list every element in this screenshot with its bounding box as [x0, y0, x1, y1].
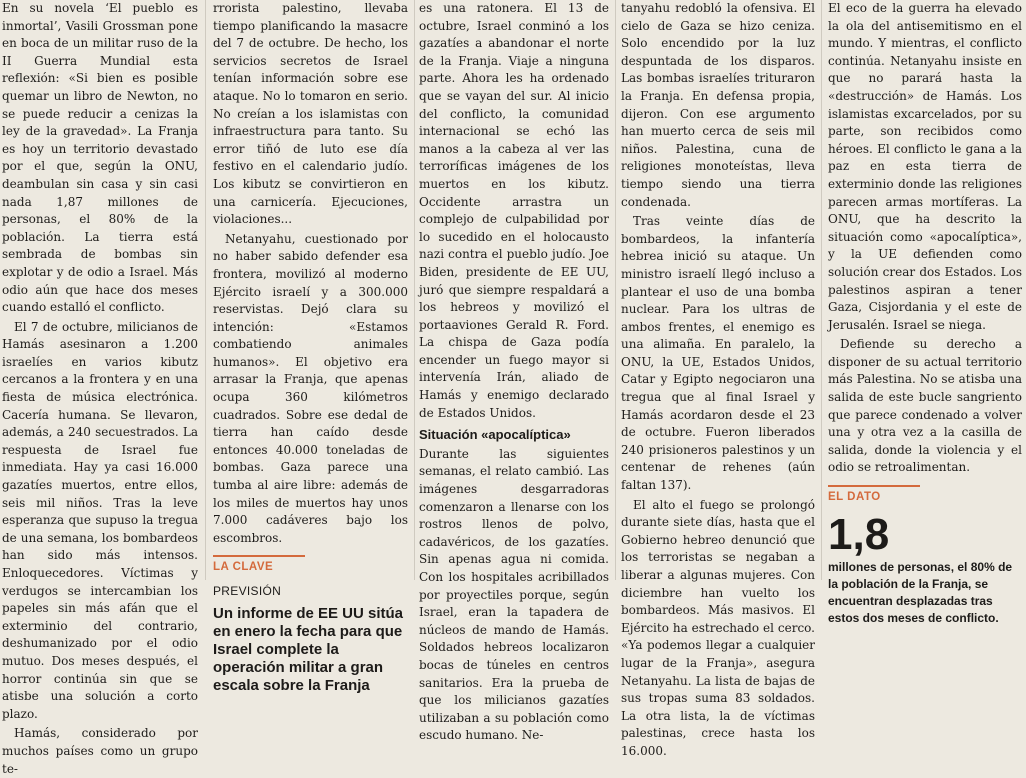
la-clave-box	[213, 555, 408, 694]
clave-label: PREVISIÓN	[213, 584, 282, 598]
column-divider	[615, 0, 616, 580]
paragraph: rrorista palestino, llevaba tiempo planificando la masacre del 7 de octubre. De hecho, los servicios secretos de Israel tenían información sobre ese ataque. No lo tomaron en serio. No creían a los islamistas con infraestructura para tanto. Su error tiñó de luto ese día festivo en el calendario judío. Los kibutz se convirtieron en una carnicería. Ejecuciones, violaciones...	[213, 1, 408, 227]
paragraph: Netanyahu, cuestionado por no haber sabido defender esa frontera, movilizó al moderno Ejército israelí y a 300.000 reservistas. Dejó clara su intención: «Estamos combatiendo animales humanos». El objetivo era arrasar la Franja, que apenas ocupa 360 kilómetros cuadrados. Sobre ese dedal de tierra han caído desde entonces 40.000 toneladas de bombas. Gaza parece una tumba al aire libre: además de los miles de muertos hay unos 7.000 cadáveres bajo los escombros.	[213, 231, 408, 545]
article-column-3	[419, 0, 609, 743]
column-divider	[205, 0, 206, 580]
section-subhead: Situación «apocalíptica»	[419, 427, 571, 443]
paragraph: El eco de la guerra ha elevado la ola del antisemitismo en el mundo. Y mientras, el conflicto continúa. Netanyahu insiste en que no parará hasta la «destrucción» de Hamás. Los islamistas excarcelados, por su parte, son recibidos como héroes. El conflicto le gana a la paz en esta tierra de exterminio donde las religiones parecen armas mortíferas. La ONU, que ha descrito la situación como «apocalíptica», y la UE defienden como solución crear dos Estados. Los palestinos aspiran a tener Gaza, Cisjordania y el este de Jerusalén. Israel se niega.	[828, 1, 1022, 332]
dato-text: millones de personas, el 80% de la población de la Franja, se encuentran desplazadas tras estos dos meses de conflicto.	[828, 559, 1013, 625]
clave-headline: Un informe de EE UU sitúa en enero la fecha para que Israel complete la operación militar a gran escala sobre la Franja	[213, 604, 404, 694]
el-dato-box	[828, 485, 1022, 627]
paragraph: El alto el fuego se prolongó durante siete días, hasta que el Gobierno hebreo denunció que los terroristas se negaban a liberar a algunas mujeres. Con diciembre han vuelto los bombardeos. Más masivos. El Ejército ha estrechado el cerco. «Ya podemos llegar a cualquier lugar de la Franja», asegura Netanyahu. La lista de bajas de sus tropas suma 83 soldados. La otra lista, la de víctimas palestinas, crece hasta los 16.000.	[621, 497, 815, 758]
paragraph: Defiende su derecho a disponer de su actual territorio más Palestina. No se atisba una salida de este bucle sangriento que parece condenado a volver una y otra vez a la casilla de salida, donde la violencia y el odio se retroalimentan.	[828, 337, 1022, 475]
la-clave-kicker: LA CLAVE	[213, 555, 305, 577]
paragraph: El 7 de octubre, milicianos de Hamás asesinaron a 1.200 israelíes en varios kibutz cercanos a la frontera y en una fiesta de música electrónica. Cacería humana. Se llevaron, además, a 240 secuestrados. La respuesta de Israel fue inmediata. Hay ya casi 16.000 gazatíes muertos, entre ellos, seis mil niños. Tras la leve esperanza que supuso la tregua de una semana, los bombardeos han sido más intensos. Enloquecedores. Víctimas y verdugos se intercambian los papeles sin más afán que el exterminio del contrario, deshumanizado por el odio mutuo. Dos meses después, el horror continúa sin que se atisbe una solución a corto plazo.	[2, 319, 198, 721]
paragraph: Tras veinte días de bombardeos, la infantería hebrea inició su ataque. Un ministro israelí llegó incluso a plantear el uso de una bomba nuclear. Para los ultras de ambos frentes, el enemigo es una alimaña. En paralelo, la ONU, la UE, Estados Unidos, Catar y Egipto negociaron una tregua que al final Israel y Hamás acordaron desde el 23 de octubre. Fueron liberados 240 prisioneros palestinos y un centenar de rehenes (aún faltan 137).	[621, 214, 815, 493]
paragraph: Durante las siguientes semanas, el relato cambió. Las imágenes desgarradoras comenzaron a llenarse con los rostros llenos de polvo, cadavéricos, de los gazatíes. Sin apenas agua ni comida. Con los hospitales acribillados por proyectiles porque, según Israel, eran la tapadera de núcleos de mando de Hamás. Soldados hebreos localizaron bocas de túneles en centros sanitarios. Era la prueba de que los milicianos gazatíes utilizaban a su población como escudo humano. Ne-	[419, 446, 609, 743]
paragraph: En su novela ‘El pueblo es inmortal’, Vasili Grossman pone en boca de un militar ruso de la II Guerra Mundial esta reflexión: «Si bien es posible quemar un libro de Newton, no se puede reducir a cenizas la ley de la gravedad». La Franja es hoy un territorio devastado por el que, según la ONU, deambulan sin casa y sin casi nada 1,87 millones de personas, el 80% de la población. La tierra está sembrada de bombas sin explotar y de odio a Israel. Más odio aún que hace dos meses cuando estalló el conflicto.	[2, 1, 198, 315]
dato-number: 1,8	[828, 509, 890, 559]
article-column-4	[621, 0, 815, 758]
paragraph: tanyahu redobló la ofensiva. El cielo de Gaza se hizo ceniza. Solo encendido por la luz despuntada de los disparos. Las bombas israelíes trituraron la Franja. En defensa propia, dijeron. Con ese argumento han muerto cerca de seis mil niños. Palestina, cuna de religiones monoteístas, lleva tiempo siendo una tierra condenada.	[621, 1, 815, 209]
el-dato-kicker: EL DATO	[828, 485, 920, 507]
column-divider	[414, 0, 415, 580]
article-column-5	[828, 0, 1022, 625]
article-column-1	[2, 0, 198, 776]
article-column-2	[213, 0, 408, 694]
paragraph: es una ratonera. El 13 de octubre, Israel conminó a los gazatíes a abandonar el norte de la Franja. Viaje a ninguna parte. Ahora les ha ordenado que se vayan del sur. Al inicio del conflicto, la comunidad internacional se echó las manos a la cabeza al ver las terroríficas imágenes de los muertos en los kibutz. Occidente arrastra un complejo de culpabilidad por lo sucedido en el holocausto nazi contra el pueblo judío. Joe Biden, presidente de EE UU, juró que siempre respaldará a los hebreos y movilizó el portaaviones Gerald R. Ford. La chispa de Gaza podía encender un fuego mayor si intervenía Irán, aliado de Hamás y enemigo declarado de Estados Unidos.	[419, 1, 609, 420]
paragraph: Hamás, considerado por muchos países como un grupo te-	[2, 726, 198, 776]
column-divider	[821, 0, 822, 580]
